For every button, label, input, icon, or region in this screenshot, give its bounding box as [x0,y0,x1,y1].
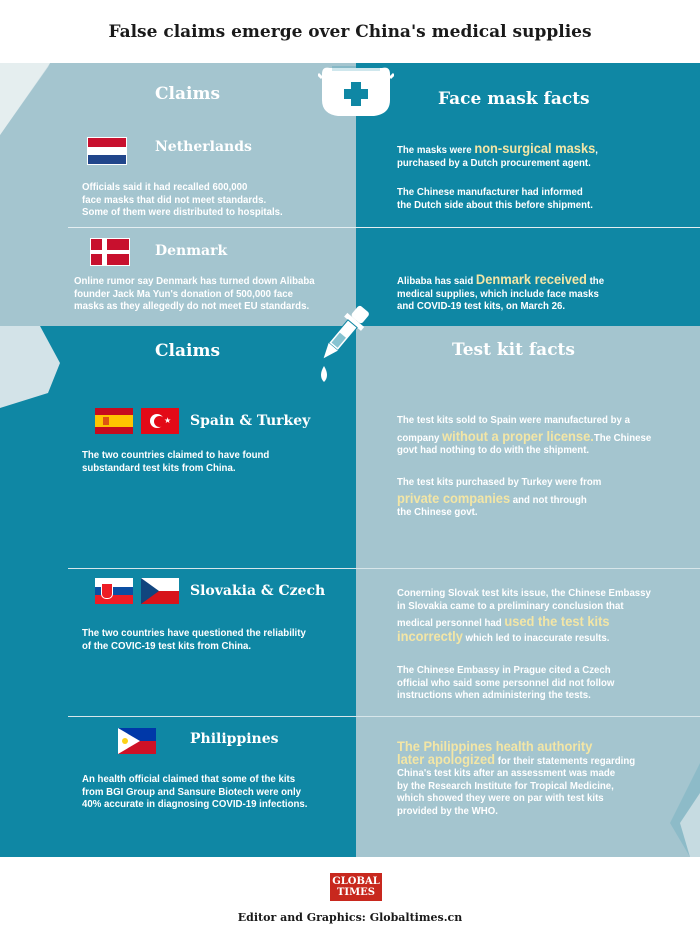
page-title: False claims emerge over China's medical supplies [108,22,592,42]
row-separator [68,227,700,228]
claim-denmark: Online rumor say Denmark has turned down Alibaba founder Jack Ma Yun's donation of 500,000 face masks as they allegedly do not meet EU standards. [74,275,315,312]
footer-credit: Editor and Graphics: Globaltimes.cn [237,911,463,924]
claim-netherlands: Officials said it had recalled 600,000 face masks that did not meet standards. Some of them were distributed to hospitals. [82,181,283,218]
dropper-icon [312,300,372,392]
spain-flag [95,408,133,434]
slovakia-flag [95,578,133,604]
face-mask-icon [318,64,394,120]
denmark-flag [90,238,130,266]
claim-slovakia-czech: The two countries have questioned the reliability of the COVIC-19 test kits from China. [82,627,306,652]
row-separator [68,716,700,717]
fact-netherlands-2: The Chinese manufacturer had informed the Dutch side about this before shipment. [397,186,593,211]
philippines-flag [118,728,156,754]
global-times-logo: GLOBAL TIMES [330,873,382,901]
fact-czech: The Chinese Embassy in Prague cited a Czech official who said some personnel did not follow instructions when administering the tests. [397,664,615,701]
fact-philippines: The Philippines health authority later apologized for their statements regarding China's test kits after an assessment was made by the Research Institute for Tropical Medicine, which showed they were on par with test kits provided by the WHO. [397,738,636,817]
section2-facts-header: Test kit facts [452,340,575,360]
fact-turkey: The test kits purchased by Turkey were from private companies and not through the Chinese govt. [397,476,602,518]
claim-philippines: An health official claimed that some of the kits from BGI Group and Sansure Biotech were only 40% accurate in diagnosing COVID-19 infections. [82,773,308,810]
fact-slovakia: Conerning Slovak test kits issue, the Chinese Embassy in Slovakia came to a preliminary conclusion that medical personnel had used the test kits incorrectly which led to inaccurate results. [397,587,651,644]
fact-denmark: Alibaba has said Denmark received the medical supplies, which include face masks and COVID-19 test kits, on March 26. [397,271,605,312]
turkey-flag: ★ [141,408,179,434]
country-slovakia-czech: Slovakia & Czech [190,583,326,599]
country-denmark: Denmark [155,243,228,259]
row-separator [68,568,700,569]
section2-claims-header: Claims [155,341,221,361]
country-spain-turkey: Spain & Turkey [190,413,311,429]
fact-spain: The test kits sold to Spain were manufactured by a company without a proper license.The Chinese govt had nothing to do with the shipment. [397,414,652,456]
country-philippines: Philippines [190,731,279,747]
country-netherlands: Netherlands [155,139,252,155]
fact-netherlands-1: The masks were non-surgical masks, purchased by a Dutch procurement agent. [397,140,598,169]
section1-claims-header: Claims [155,84,221,104]
netherlands-flag [87,137,127,165]
section1-facts-header: Face mask facts [438,89,590,109]
czech-flag [141,578,179,604]
claim-spain-turkey: The two countries claimed to have found substandard test kits from China. [82,449,270,474]
